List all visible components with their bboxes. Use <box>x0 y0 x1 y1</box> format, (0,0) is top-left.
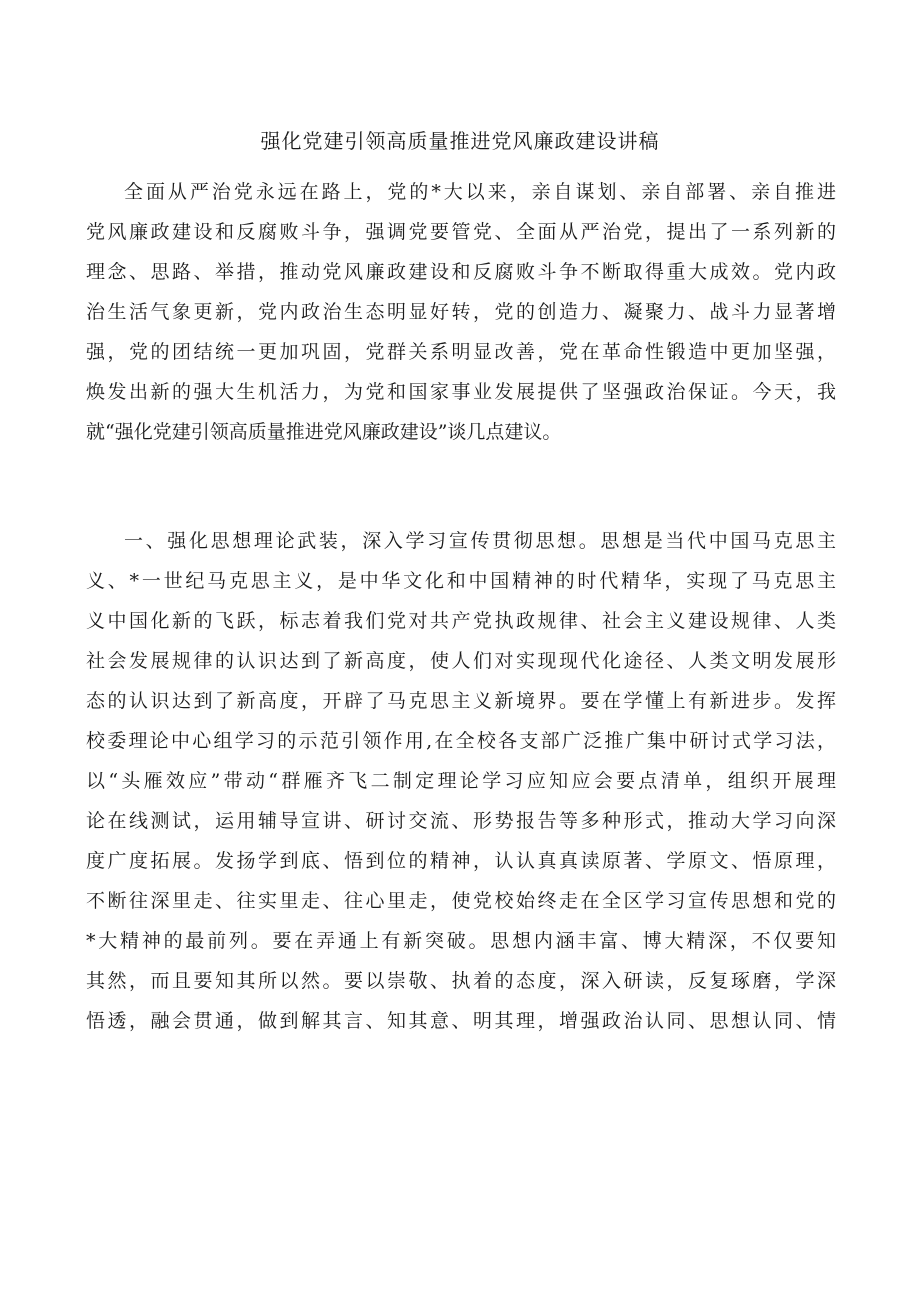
paragraph-line: 强，党的团结统一更加巩固，党群关系明显改善，党在革命性锻造中更加坚强， <box>86 341 836 363</box>
paragraph-line: 不断往深里走、往实里走、往心里走，使党校始终走在全区学习宣传思想和党的 <box>86 890 836 912</box>
paragraph-line: 理念、思路、举措，推动党风廉政建设和反腐败斗争不断取得重大成效。党内政 <box>86 261 836 283</box>
paragraph-line: *大精神的最前列。要在弄通上有新突破。思想内涵丰富、博大精深，不仅要知 <box>86 930 836 952</box>
paragraph-line: 一、强化思想理论武装，深入学习宣传贯彻思想。思想是当代中国马克思主 <box>124 530 836 552</box>
paragraph-line: 治生活气象更新，党内政治生态明显好转，党的创造力、凝聚力、战斗力显著增 <box>86 301 836 323</box>
paragraph-line: 全面从严治党永远在路上，党的*大以来，亲自谋划、亲自部署、亲自推进 <box>124 181 836 203</box>
paragraph-line: 焕发出新的强大生机活力，为党和国家事业发展提供了坚强政治保证。今天，我 <box>86 381 836 403</box>
paragraph-line: 以“头雁效应”带动“群雁齐飞二制定理论学习应知应会要点清单，组织开展理 <box>86 770 836 792</box>
paragraph-line: 度广度拓展。发扬学到底、悟到位的精神，认认真真读原著、学原文、悟原理， <box>86 850 836 872</box>
paragraph-2 <box>86 521 836 1041</box>
paragraph-line: 党风廉政建设和反腐败斗争，强调党要管党、全面从严治党，提出了一系列新的 <box>86 221 836 243</box>
paragraph-line: 社会发展规律的认识达到了新高度，使人们对实现现代化途径、人类文明发展形 <box>86 650 836 672</box>
paragraph-line: 义、*一世纪马克思主义，是中华文化和中国精神的时代精华，实现了马克思主 <box>86 570 836 592</box>
paragraph-line: 态的认识达到了新高度，开辟了马克思主义新境界。要在学懂上有新进步。发挥 <box>86 690 836 712</box>
paragraph-1 <box>86 172 836 452</box>
paragraph-line: 校委理论中心组学习的示范引领作用,在全校各支部广泛推广集中研讨式学习法， <box>86 730 836 752</box>
paragraph-line: 就“强化党建引领高质量推进党风廉政建设”谈几点建议。 <box>86 421 562 443</box>
paragraph-line: 悟透，融会贯通，做到解其言、知其意、明其理，增强政治认同、思想认同、情 <box>86 1010 836 1032</box>
document-title: 强化党建引领高质量推进党风廉政建设讲稿 <box>260 129 660 153</box>
paragraph-line: 其然，而且要知其所以然。要以崇敬、执着的态度，深入研读，反复琢磨，学深 <box>86 970 836 992</box>
paragraph-line: 义中国化新的飞跃，标志着我们党对共产党执政规律、社会主义建设规律、人类 <box>86 610 836 632</box>
paragraph-line: 论在线测试，运用辅导宣讲、研讨交流、形势报告等多种形式，推动大学习向深 <box>86 810 836 832</box>
